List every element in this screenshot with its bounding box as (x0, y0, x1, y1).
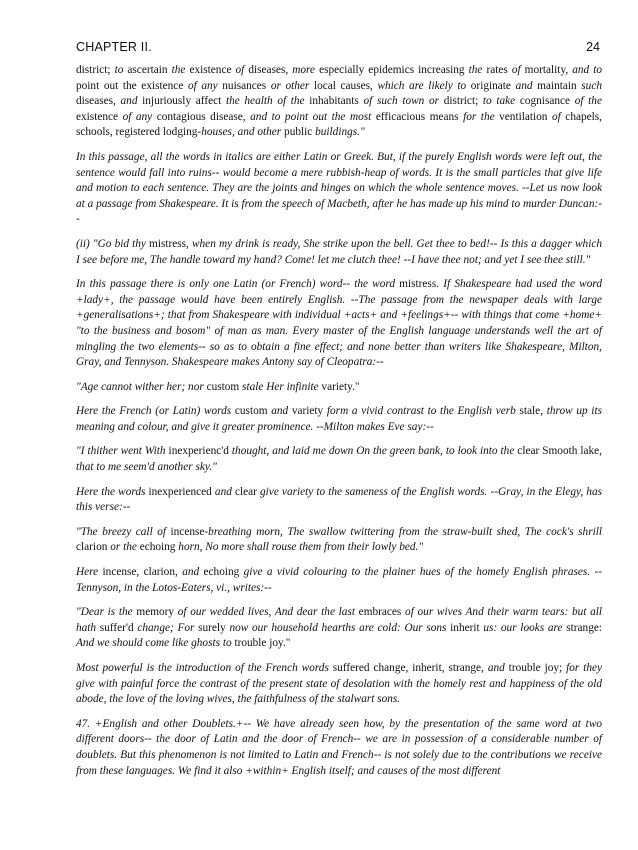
roman-text: memory (132, 606, 178, 619)
roman-text: local causes, (309, 79, 378, 92)
italic-text: more (292, 64, 316, 76)
italic-text: of (551, 110, 561, 123)
italic-text: stale Her infinite (242, 380, 319, 393)
italic-text: now our household hearths are cold: Our sons (229, 621, 447, 634)
italic-text: and (120, 95, 138, 108)
roman-text: existence (185, 64, 236, 76)
italic-text: 47. +English and other Doublets.+-- We have already seen how, by the presentation of the same word at two different doors-- the door of Latin and the door of French-- we are in possession of a considerable number of doublets. But this phenomenon is not limited to Latin and French-- is not solely due to the contributions we receive from these languages. We find it also +within+ English itself; and causes of the most different (76, 717, 602, 777)
roman-text: mistress. (395, 278, 444, 291)
italic-text: And we should come like ghosts to (76, 637, 232, 650)
roman-text: nuisances (217, 79, 271, 92)
italic-text: "Dear is the (76, 606, 133, 619)
italic-text: of our wedded lives, And dear the last (177, 606, 355, 619)
paragraph (76, 717, 602, 779)
roman-text: mistress, (145, 237, 192, 250)
chapter-title: CHAPTER II. (76, 40, 152, 54)
paragraph (76, 237, 602, 268)
roman-text: district; (76, 64, 115, 76)
roman-text: stale, (515, 405, 547, 418)
italic-text: which are likely to (377, 79, 467, 92)
italic-text: give variety to the sameness of the English words. --Gray, in the Elegy, has this verse:-- (76, 485, 602, 514)
italic-text: If Shakespeare had used the word +lady+, the passage would have been entirely English. --The passage from the newspaper deals with large +generalisations+; that from Shakespeare with individual +acts+ and +feelings+-- with things that come +home+ "to the business and bosom" of man as man. Every master of the English language understands well the art of mingling the two elements-- so as to obtain a fine effect; and none better than writers like Shakespeare, Milton, Gray, and Tennyson. Shakespeare makes Antony say of Cleopatra:-- (76, 278, 602, 369)
italic-text: (ii) "Go bid thy (76, 237, 146, 250)
paragraph (76, 605, 602, 652)
paragraph (76, 444, 602, 475)
roman-text: diseases, (76, 95, 121, 108)
italic-text: of our wives And their warm tears: but all hath (76, 606, 602, 634)
italic-text: change; For (137, 621, 195, 634)
roman-text: inexperienc'd (165, 445, 232, 458)
roman-text: diseases, (244, 64, 293, 76)
roman-text: incense, clarion, (98, 566, 183, 579)
italic-text: In this passage there is only one Latin (or French) word-- the word (76, 278, 395, 291)
italic-text: of (235, 64, 245, 76)
italic-text: that to me seem'd another sky." (76, 461, 217, 474)
italic-text: "Age cannot wither her; nor (76, 380, 204, 393)
roman-text: inhabitants (304, 95, 364, 108)
italic-text: us: our looks are (483, 621, 563, 634)
italic-text: of any (122, 110, 153, 123)
italic-text: for the (463, 110, 495, 123)
roman-text: originate (466, 79, 516, 92)
italic-text: Here the French (or Latin) words (76, 405, 232, 418)
roman-text: echoing (136, 541, 179, 554)
italic-text: and (214, 485, 232, 498)
roman-text: ventilation (494, 110, 552, 123)
paragraph (76, 277, 602, 371)
roman-text: trouble joy." (231, 637, 291, 650)
italic-text: thought, and laid me down On the green bank, to look into the (231, 445, 515, 458)
italic-text: buildings." (315, 126, 365, 139)
roman-text: maintain (532, 79, 582, 92)
roman-text: rates (482, 64, 512, 76)
italic-text: In this passage, all the words in italics are either Latin or Greek. But, if the purely English words were left out, the sentence would fall into ruins-- would become a mere rubbish-heap of words. It is the small particles that give life and motion to each sentence. They are the joints and hinges on which the whole sentence moves. --Let us now look at a passage from Shakespeare. It is from the speech of Macbeth, after he has made up his mind to murder Duncan:-- (76, 150, 602, 226)
roman-text: public (281, 126, 316, 139)
italic-text: when my drink is ready, She strike upon the bell. Get thee to bed!-- Is this a dagger which I see before me, The handle toward my hand? Come! let me clutch thee! --I have thee not; and yet I see thee still." (76, 237, 603, 266)
paragraph (76, 525, 602, 556)
italic-text: Here (76, 566, 99, 579)
roman-text: custom (231, 405, 272, 418)
page-number: 24 (586, 40, 600, 54)
roman-text: ascertain (123, 64, 172, 76)
italic-text: of such town or (363, 95, 440, 108)
italic-text: to (114, 64, 124, 76)
roman-text: clear Smooth lake, (514, 445, 602, 458)
roman-text: efficacious means (371, 110, 464, 123)
paragraph (76, 150, 602, 228)
italic-text: form a vivid contrast to the English verb (326, 405, 516, 418)
italic-text: Most powerful is the introduction of the French words (76, 662, 329, 674)
body-text (76, 63, 602, 779)
italic-text: "The breezy call of (76, 525, 167, 538)
italic-text: houses, and other (201, 126, 282, 139)
italic-text: breathing morn, The swallow twittering from the straw-built shed, The cock's shrill (208, 525, 603, 538)
roman-text: inexperienced (145, 485, 215, 498)
italic-text: of (511, 64, 521, 76)
roman-text: district; (439, 95, 483, 108)
roman-text: embraces (354, 606, 406, 619)
italic-text: for they give with painful force the contrast of the present state of desolation with the homely rest and happiness of the old abode, the love of the loving wives, the faithfulness of the stalwart sons. (76, 662, 603, 706)
italic-text: or the (110, 541, 137, 554)
roman-text: variety." (318, 380, 360, 393)
italic-text: and (487, 662, 505, 674)
italic-text: to take (482, 95, 516, 108)
paragraph (76, 661, 602, 708)
roman-text: mortality, (520, 64, 573, 76)
roman-text: point out the existence (76, 79, 188, 92)
paragraph (76, 404, 602, 435)
roman-text: injuriously affect (137, 95, 226, 108)
roman-text: contagious disease, (152, 110, 251, 123)
roman-text: chapels, schools, registered lodging- (76, 110, 603, 139)
paragraph (76, 380, 602, 396)
roman-text: existence (76, 110, 123, 123)
roman-text: echoing (199, 566, 244, 579)
roman-text: surely (194, 621, 230, 634)
running-header (76, 40, 600, 58)
italic-text: such (581, 79, 602, 92)
roman-text: cognisance (515, 95, 575, 108)
roman-text: especially epidemics increasing (315, 64, 469, 76)
roman-text: clarion (76, 541, 111, 554)
italic-text: and (515, 79, 533, 92)
roman-text: custom (203, 380, 243, 393)
paragraph (76, 565, 602, 596)
italic-text: Here the words (76, 485, 146, 498)
roman-text: suffered change, inherit, strange, (328, 662, 488, 674)
roman-text: inherit (446, 621, 484, 634)
roman-text: variety (288, 405, 327, 418)
italic-text: the (171, 64, 186, 76)
italic-text: and (271, 405, 289, 418)
italic-text: give a vivid colouring to the plainer hues of the homely English phrases. --Tennyson, in the Lotos-Eaters, vi., writes:-- (76, 566, 602, 594)
paragraph (76, 63, 602, 141)
italic-text: or other (270, 79, 310, 92)
italic-text: throw up its meaning and colour, and give it greater prominence. --Milton makes Eve say:-- (76, 405, 602, 433)
roman-text: suffer'd (96, 621, 138, 634)
italic-text: and (182, 566, 200, 579)
roman-text: strange: (562, 621, 602, 634)
italic-text: and to point out the most (250, 110, 372, 123)
italic-text: the health of the (225, 95, 305, 108)
italic-text: "I thither went With (76, 445, 166, 458)
italic-text: horn, No more shall rouse them from their lowly bed." (178, 541, 424, 554)
paragraph (76, 485, 602, 516)
roman-text: clear (231, 485, 261, 498)
italic-text: of any (187, 79, 218, 92)
italic-text: the (468, 64, 483, 76)
italic-text: of the (574, 95, 602, 108)
roman-text: trouble joy; (504, 662, 567, 674)
italic-text: and to (572, 64, 603, 76)
roman-text: incense- (166, 525, 209, 538)
